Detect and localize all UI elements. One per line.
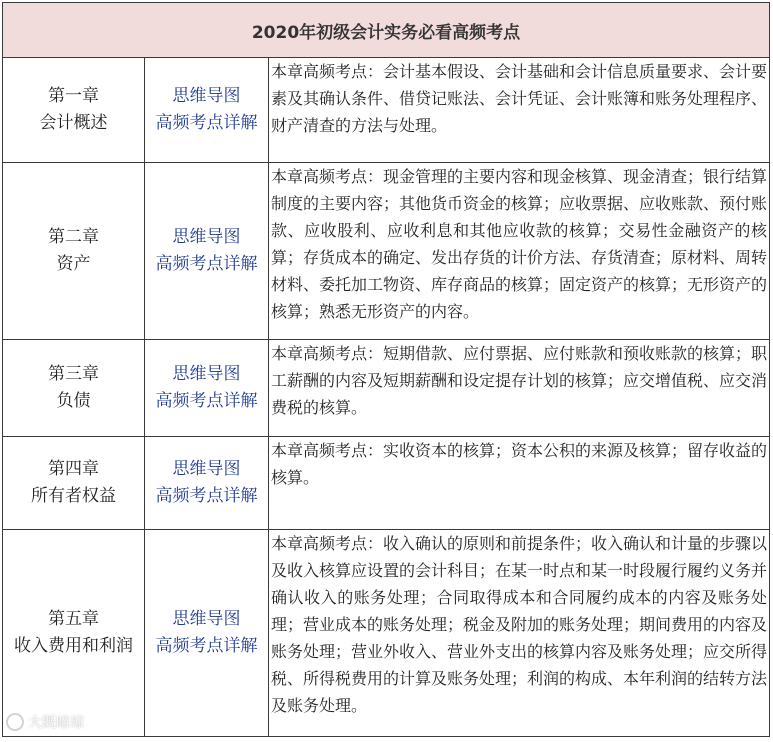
- topic-description: 本章高频考点：收入确认的原则和前提条件；收入确认和计量的步骤以及收入核算应设置的会计科目；在某一时点和某一时段履行履约义务并确认收入的账务处理；合同取得成本和合同履约成本的内容及账务处理；营业成本的账务处理；税金及附加的账务处理；期间费用的内容及账务处理；营业外收入、营业外支出的核算内容及账务处理；应交所得税、所得税费用的计算及账务处理；利润的构成、本年利润的结转方法及账务处理。: [269, 530, 770, 737]
- topic-detail-link[interactable]: 高频考点详解: [155, 486, 258, 506]
- table-row: [3, 163, 770, 340]
- chapter-subject: 收入费用和利润: [14, 636, 133, 656]
- mind-map-link[interactable]: 思维导图: [172, 459, 241, 479]
- topic-description: 本章高频考点：现金管理的主要内容和现金核算、现金清查；银行结算制度的主要内容；其他货币资金的核算；应收票据、应收账款、预付账款、应收股利、应收利息和其他应收款的核算；交易性金融资产的核算；存货成本的确定、发出存货的计价方法、存货清查；原材料、周转材料、委托加工物资、库存商品的核算；固定资产的核算；无形资产的核算；熟悉无形资产的内容。: [269, 163, 770, 340]
- chapter-number: 第四章: [48, 459, 99, 479]
- table-title: 2020年初级会计实务必看高频考点: [3, 3, 770, 58]
- topic-detail-link[interactable]: 高频考点详解: [155, 636, 258, 656]
- chapter-number: 第五章: [48, 609, 99, 629]
- topic-description: 本章高频考点：实收资本的核算；资本公积的来源及核算；留存收益的核算。: [269, 437, 770, 530]
- chapter-cell: [3, 163, 145, 340]
- chapter-subject: 负债: [56, 391, 91, 411]
- chapter-number: 第一章: [48, 86, 99, 106]
- table-row: [3, 437, 770, 530]
- link-cell: [145, 58, 269, 163]
- mind-map-link[interactable]: 思维导图: [172, 86, 241, 106]
- chapter-cell: [3, 437, 145, 530]
- exam-topics-table: [2, 2, 770, 737]
- chapter-number: 第三章: [48, 364, 99, 384]
- topic-detail-link[interactable]: 高频考点详解: [155, 391, 258, 411]
- mind-map-link[interactable]: 思维导图: [172, 227, 241, 247]
- chapter-cell: [3, 340, 145, 437]
- watermark-text: 大既暗琼: [28, 715, 84, 731]
- topic-description: 本章高频考点：短期借款、应付票据、应付账款和预收账款的核算；职工薪酬的内容及短期薪酬和设定提存计划的核算；应交增值税、应交消费税的核算。: [269, 340, 770, 437]
- link-cell: [145, 530, 269, 737]
- mind-map-link[interactable]: 思维导图: [172, 609, 241, 629]
- table-row: [3, 340, 770, 437]
- chapter-subject: 所有者权益: [31, 486, 116, 506]
- link-cell: [145, 437, 269, 530]
- link-cell: [145, 340, 269, 437]
- watermark-logo-icon: [6, 713, 24, 731]
- chapter-number: 第二章: [48, 227, 99, 247]
- table-row: [3, 58, 770, 163]
- watermark: [6, 712, 84, 732]
- mind-map-link[interactable]: 思维导图: [172, 364, 241, 384]
- chapter-subject: 会计概述: [39, 113, 108, 133]
- topic-detail-link[interactable]: 高频考点详解: [155, 254, 258, 274]
- table-row: [3, 530, 770, 737]
- chapter-subject: 资产: [56, 254, 91, 274]
- chapter-cell: [3, 530, 145, 737]
- link-cell: [145, 163, 269, 340]
- topic-detail-link[interactable]: 高频考点详解: [155, 113, 258, 133]
- chapter-cell: [3, 58, 145, 163]
- topic-description: 本章高频考点：会计基本假设、会计基础和会计信息质量要求、会计要素及其确认条件、借贷记账法、会计凭证、会计账簿和账务处理程序、财产清查的方法与处理。: [269, 58, 770, 163]
